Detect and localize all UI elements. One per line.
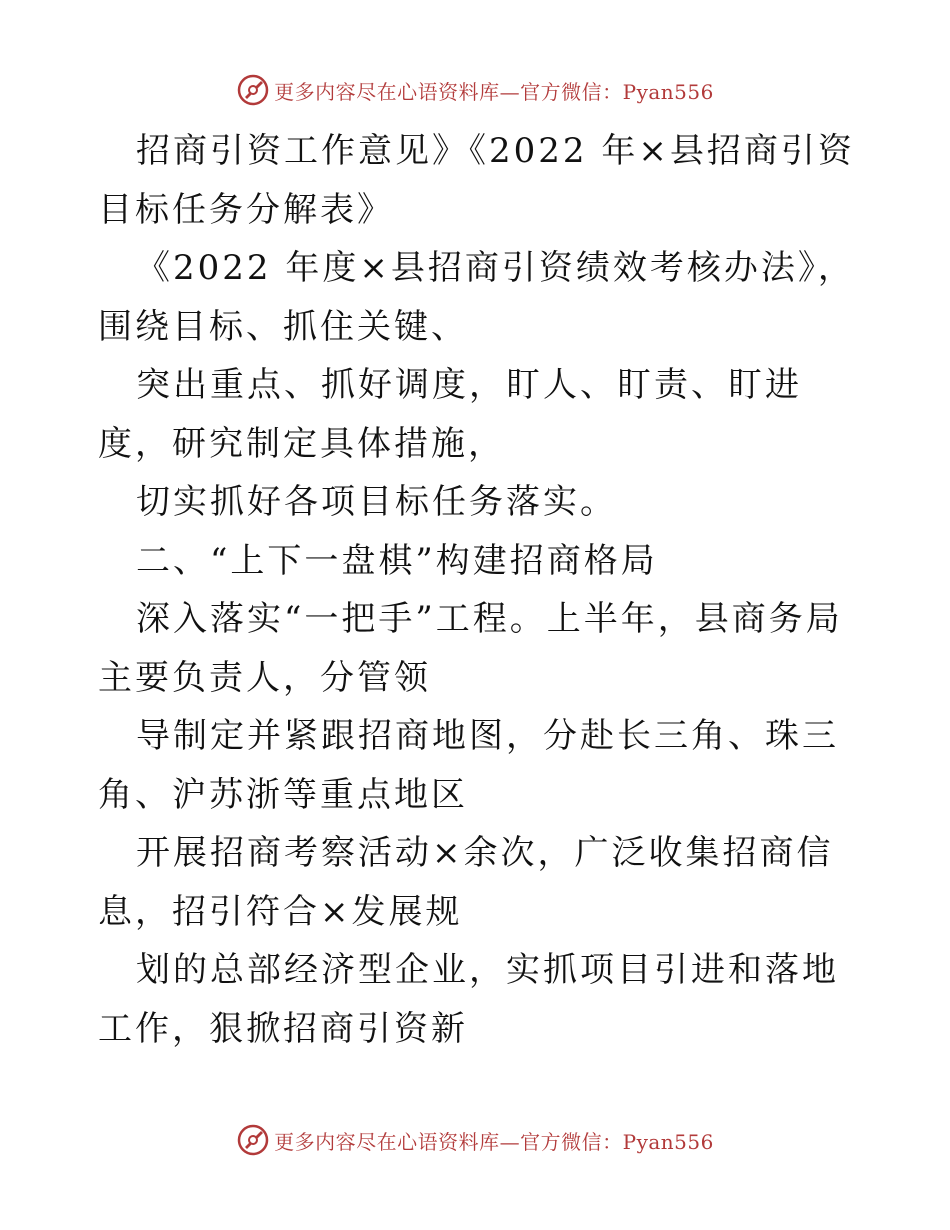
watermark-logo-icon [236, 1123, 270, 1157]
paragraph: 招商引资工作意见》《2022 年×县招商引资目标任务分解表》 [98, 131, 855, 230]
paragraph: 突出重点、抓好调度，盯人、盯责、盯进度，研究制定具体措施， [98, 365, 802, 464]
paragraph: 切实抓好各项目标任务落实。 [136, 482, 617, 522]
paragraph: 导制定并紧跟招商地图，分赴长三角、珠三角、沪苏浙等重点地区 [98, 716, 839, 815]
paragraph: 划的总部经济型企业，实抓项目引进和落地工作，狠掀招商引资新 [98, 950, 839, 1049]
paragraph: 《2022 年度×县招商引资绩效考核办法》，围绕目标、抓住关键、 [98, 248, 855, 347]
watermark-logo-icon [236, 73, 270, 107]
paragraph: 开展招商考察活动×余次，广泛收集招商信息，招引符合×发展规 [98, 833, 834, 932]
document-body [98, 122, 858, 1058]
section-heading: 二、“上下一盘棋”构建招商格局 [136, 540, 658, 581]
paragraph: 深入落实“一把手”工程。上半年，县商务局主要负责人，分管领 [98, 599, 843, 698]
watermark-text: 更多内容尽在心语资料库—官方微信：Pyan556 [274, 1129, 714, 1154]
watermark-text: 更多内容尽在心语资料库—官方微信：Pyan556 [274, 79, 714, 104]
watermark-footer [0, 1120, 950, 1160]
watermark-header [0, 70, 950, 110]
